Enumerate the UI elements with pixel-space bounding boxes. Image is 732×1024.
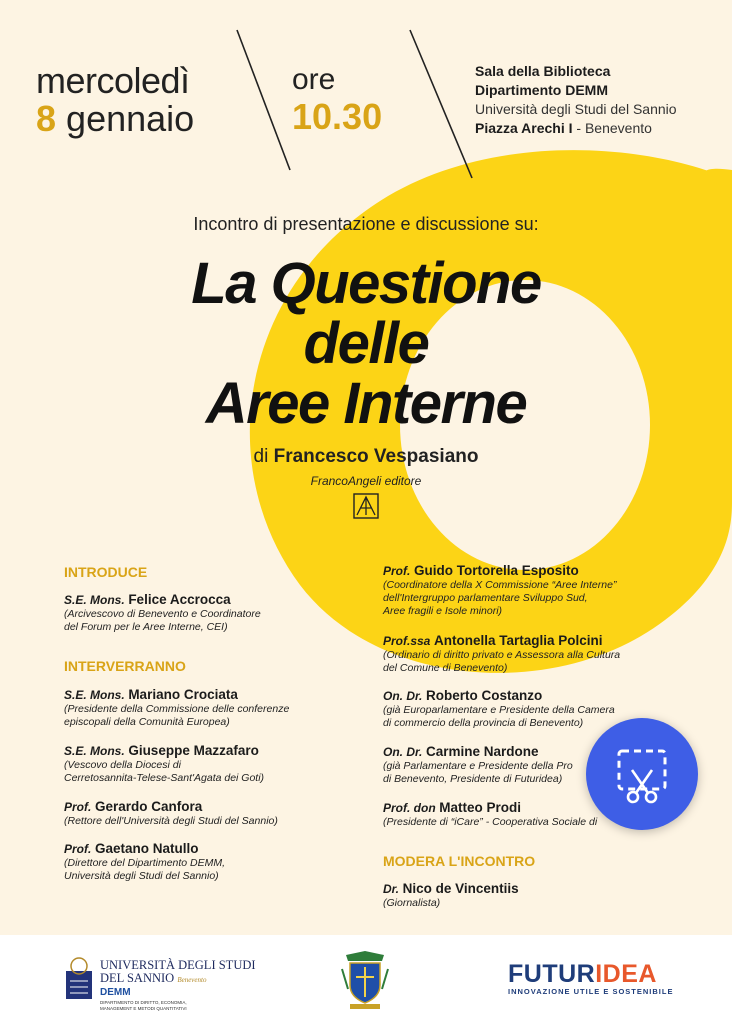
futuridea-logo xyxy=(508,961,673,996)
speaker-desc: di commercio della provincia di Benevento) xyxy=(383,717,584,729)
speaker-role: S.E. Mons. xyxy=(64,744,125,758)
speaker-name: Matteo Prodi xyxy=(439,800,522,815)
speaker-desc: (Coordinatore della X Commissione “Aree Interne” xyxy=(383,579,617,591)
speaker-desc: dell'Intergruppo parlamentare Sviluppo Sud, xyxy=(383,592,588,604)
speaker-desc: (Direttore del Dipartimento DEMM, xyxy=(64,857,226,869)
demm-sub-line1: DIPARTIMENTO DI DIRITTO, ECONOMIA, xyxy=(100,1000,187,1005)
francoangeli-logo-icon xyxy=(353,493,379,519)
section-introduce: INTRODUCE xyxy=(64,564,148,580)
speaker-role: S.E. Mons. xyxy=(64,593,125,607)
day-number: 8 xyxy=(36,98,57,139)
speaker-desc: (Vescovo della Diocesi di xyxy=(64,759,181,771)
speaker-name: Guido Tortorella Esposito xyxy=(413,563,579,578)
speaker-gaetano-natullo xyxy=(64,841,354,883)
speaker-felice-accrocca xyxy=(64,592,354,634)
speaker-gerardo-canfora xyxy=(64,799,354,828)
demm-label: DEMM xyxy=(100,987,131,998)
speaker-role: Dr. xyxy=(383,882,400,896)
venue-street: Piazza Arechi I xyxy=(475,120,573,136)
screenshot-cut-button[interactable] xyxy=(586,718,698,830)
speaker-desc: (Giornalista) xyxy=(383,897,441,909)
unisannio-logo xyxy=(64,949,254,1015)
futuridea-part1: FUTUR xyxy=(508,960,596,988)
speaker-role: Prof. xyxy=(383,564,411,578)
speaker-role: Prof. xyxy=(64,842,92,856)
speaker-role: Prof.ssa xyxy=(383,634,431,648)
speaker-name: Antonella Tartaglia Polcini xyxy=(433,633,603,648)
speaker-desc: del Comune di Benevento) xyxy=(383,662,508,674)
title-line-2: delle xyxy=(303,311,429,376)
speaker-guido-tortorella-esposito xyxy=(383,563,683,618)
unisannio-line2: DEL SANNIO xyxy=(100,971,175,985)
unisannio-crest-icon xyxy=(64,957,94,999)
speaker-mariano-crociata xyxy=(64,687,354,729)
sponsor-footer xyxy=(0,935,732,1024)
unisannio-line1: UNIVERSITÀ DEGLI STUDI xyxy=(100,958,256,972)
venue-university: Università degli Studi del Sannio xyxy=(475,101,677,117)
speaker-desc: (Rettore dell'Università degli Studi del Sannio) xyxy=(64,815,278,827)
speaker-role: On. Dr. xyxy=(383,745,423,759)
venue xyxy=(475,62,677,138)
speaker-name: Nico de Vincentiis xyxy=(402,881,519,896)
speaker-desc: di Benevento, Presidente di Futuridea) xyxy=(383,773,563,785)
divider-line xyxy=(410,30,472,178)
speaker-role: On. Dr. xyxy=(383,689,423,703)
title-line-3: Aree Interne xyxy=(205,371,527,436)
venue-city: - Benevento xyxy=(572,120,652,136)
speaker-desc: (già Parlamentare e Presidente della Pro xyxy=(383,760,573,772)
publisher: FrancoAngeli editore xyxy=(310,474,422,488)
speaker-role: S.E. Mons. xyxy=(64,688,125,702)
speaker-name: Roberto Costanzo xyxy=(425,688,543,703)
venue-department: Dipartimento DEMM xyxy=(475,82,608,98)
intro-text: Incontro di presentazione e discussione su: xyxy=(193,214,539,234)
moderator-nico-de-vincentiis xyxy=(383,881,683,910)
event-time: 10.30 xyxy=(292,96,383,137)
weekday: mercoledì xyxy=(36,60,190,101)
speaker-desc: Aree fragili e Isole minori) xyxy=(383,605,503,617)
divider-line xyxy=(237,30,290,170)
author-line xyxy=(0,446,732,468)
speaker-antonella-tartaglia-polcini xyxy=(383,633,683,675)
section-modera: MODERA L'INCONTRO xyxy=(383,853,536,869)
author-prefix: di xyxy=(253,446,274,467)
speaker-desc: Università degli Studi del Sannio) xyxy=(64,870,219,882)
section-interverranno: INTERVERRANNO xyxy=(64,658,186,674)
screenshot-cut-icon xyxy=(586,718,698,830)
speaker-desc: Cerretosannita-Telese-Sant'Agata dei Goti) xyxy=(64,772,265,784)
diocese-coat-of-arms-icon xyxy=(338,949,392,1011)
speaker-giuseppe-mazzafaro xyxy=(64,743,354,785)
speaker-name: Gaetano Natullo xyxy=(94,841,199,856)
venue-address xyxy=(475,119,677,138)
speaker-name: Giuseppe Mazzafaro xyxy=(128,743,259,758)
speaker-desc: (Presidente della Commissione delle conferenze xyxy=(64,703,290,715)
speaker-name: Mariano Crociata xyxy=(128,687,238,702)
month: gennaio xyxy=(66,98,195,139)
venue-room: Sala della Biblioteca xyxy=(475,63,611,79)
speaker-desc: episcopali della Comunità Europea) xyxy=(64,716,230,728)
speaker-desc: (Ordinario di diritto privato e Assessora alla Cultura xyxy=(383,649,621,661)
speaker-role: Prof. xyxy=(64,800,92,814)
title-line-1: La Questione xyxy=(191,251,541,316)
futuridea-part2: IDEA xyxy=(595,960,657,988)
speaker-name: Carmine Nardone xyxy=(425,744,539,759)
author-name: Francesco Vespasiano xyxy=(273,446,479,467)
ore-label: ore xyxy=(292,63,336,96)
date xyxy=(36,98,194,140)
speaker-desc: (già Europarlamentare e Presidente della Camera xyxy=(383,704,615,716)
unisannio-city: Benevento xyxy=(177,976,207,984)
demm-sub-line2: MANAGEMENT E METODI QUANTITATIVI xyxy=(100,1005,187,1011)
speaker-role: Prof. don xyxy=(383,801,436,815)
speaker-desc: (Presidente di “iCare” - Cooperativa Sociale di xyxy=(383,816,598,828)
speaker-name: Gerardo Canfora xyxy=(94,799,203,814)
speaker-desc: (Arcivescovo di Benevento e Coordinatore xyxy=(64,608,261,620)
speaker-name: Felice Accrocca xyxy=(128,592,231,607)
futuridea-tagline: INNOVAZIONE UTILE E SOSTENIBILE xyxy=(508,987,674,996)
demm-sub xyxy=(100,1000,187,1011)
speaker-desc: del Forum per le Aree Interne, CEI) xyxy=(64,621,228,633)
